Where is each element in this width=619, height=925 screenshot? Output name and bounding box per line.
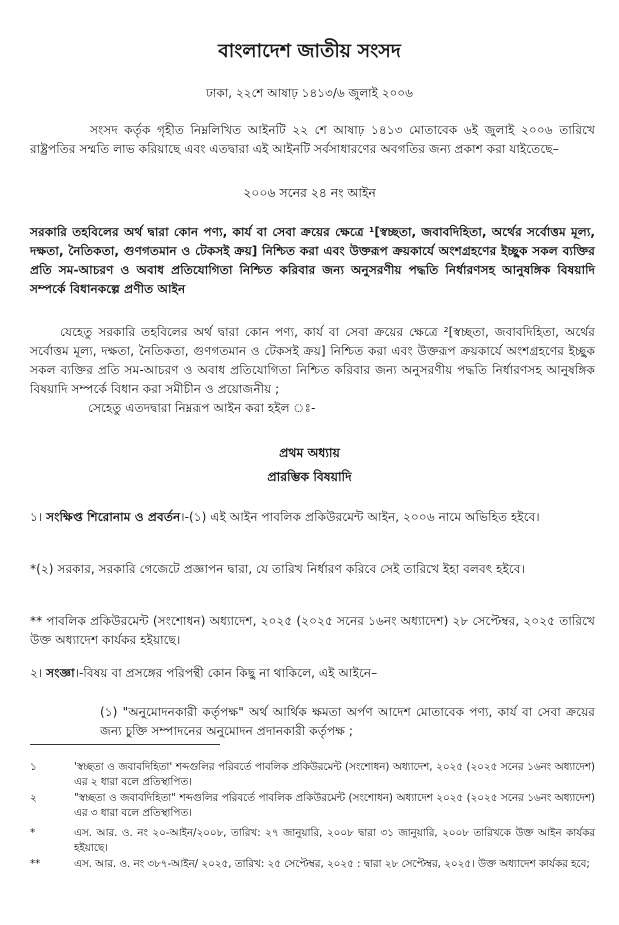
footnote (30, 857, 595, 872)
footnote-text: 'স্বচ্ছতা ও জবাবদিহিতা' শব্দগুলির পরিবর্তে পাবলিক প্রকিউরমেন্ট (সংশোধন) অধ্যাদেশ, ২০২৫ (২০২৫ সনের ১৬নং অধ্যাদেশ) এর ২ ধারা বলে প্রতিস্থাপিত। (74, 761, 595, 788)
section-2-text: ।-বিষয় বা প্রসঙ্গের পরিপন্থী কোন কিছু না থাকিলে, এই আইনে– (74, 666, 378, 680)
section-1 (30, 508, 595, 527)
section-1-number: ১। (30, 510, 43, 524)
enacting-clause: সেহেতু এতদদ্বারা নিম্নরূপ আইন করা হইল ঃ- (88, 401, 316, 415)
footnote (30, 826, 595, 856)
chapter-title: প্রথম অধ্যায় (279, 445, 340, 460)
footnote-mark: ১ (30, 761, 37, 773)
footnote-mark: ** (30, 858, 41, 870)
dateline: ঢাকা, ২২শে আষাঢ় ১৪১৩/৬ জুলাই ২০০৬ (206, 86, 413, 100)
long-title: সরকারি তহবিলের অর্থ দ্বারা কোন পণ্য, কার্য বা সেবা ক্রয়ের ক্ষেত্রে ¹[স্বচ্ছতা, জবাবদিহিতা, অর্থের সর্বোত্তম মূল্য, দক্ষতা, নৈতিকতা, গুণগতমান ও টেকসই ক্রয়] নিশ্চিত করা এবং উক্তরূপ ক্রয়কার্যে অংশগ্রহণের ইচ্ছুক সকল ব্যক্তির প্রতি সম-আচরণ ও অবাধ প্রতিযোগিতা নিশ্চিত করিবার জন্য অনুসরণীয় পদ্ধতি নির্ধারণসহ আনুষঙ্গিক বিষয়াদি সম্পর্কে বিধানকল্পে প্রণীত আইন (30, 225, 595, 296)
footnote-text: "স্বচ্ছতা ও জবাবদিহিতা" শব্দগুলির পরিবর্তে পাবলিক প্রকিউরমেন্ট (সংশোধন) অধ্যাদেশ ২০২৫ (২০২৫ সনের ১৬নং অধ্যাদেশ) এর ৩ ধারা বলে প্রতিস্থাপিত। (74, 792, 595, 819)
section-2-number: ২। (30, 666, 43, 680)
law-number: ২০০৬ সনের ২৪ নং আইন (243, 185, 376, 200)
footnote-text: এস. আর. ও. নং ২০-আইন/২০০৮, তারিখ: ২৭ জানুয়ারি, ২০০৮ দ্বারা ৩১ জানুয়ারি, ২০০৮ তারিখকে উক্ত আইন কার্যকর হইয়াছে। (74, 827, 595, 854)
chapter-subtitle: প্রারম্ভিক বিষয়াদি (267, 469, 352, 484)
intro-paragraph: সংসদ কর্তৃক গৃহীত নিম্নলিখিত আইনটি ২২ শে আষাঢ় ১৪১৩ মোতাবেক ৬ই জুলাই ২০০৬ তারিখে রাষ্ট্রপতির সম্মতি লাভ করিয়াছে এবং এতদ্বারা এই আইনটি সর্বসাধারণের অবগতির জন্য প্রকাশ করা যাইতেছে– (30, 123, 595, 156)
footnote (30, 791, 595, 821)
section-1-heading: সংক্ষিপ্ত শিরোনাম ও প্রবর্তন (46, 510, 181, 524)
preamble: যেহেতু সরকারি তহবিলের অর্থ দ্বারা কোন পণ্য, কার্য বা সেবা ক্রয়ের ক্ষেত্রে ²[স্বচ্ছতা, জবাবদিহিতা, অর্থের সর্বোত্তম মূল্য, দক্ষতা, নৈতিকতা, গুণগতমান ও টেকসই ক্রয়] নিশ্চিত করা এবং উক্তরূপ ক্রয়কার্যে অংশগ্রহণের ইচ্ছুক সকল ব্যক্তির প্রতি সম-আচরণ ও অবাধ প্রতিযোগিতা নিশ্চিত করিবার জন্য অনুসরণীয় পদ্ধতি নির্ধারণসহ আনুষঙ্গিক বিষয়াদি সম্পর্কে বিধান করা সমীচীন ও প্রয়োজনীয় ; (30, 325, 595, 396)
section-2-heading: সংজ্ঞা (46, 666, 75, 680)
definition-1: (১) "অনুমোদনকারী কর্তৃপক্ষ" অর্থ আর্থিক ক্ষমতা অর্পণ আদেশ মোতাবেক পণ্য, কার্য বা সেবা ক্রয়ের জন্য চুক্তি সম্পাদনের অনুমোদন প্রদানকারী কর্তৃপক্ষ ; (100, 705, 595, 738)
section-1-text: ।-(১) এই আইন পাবলিক প্রকিউরমেন্ট আইন, ২০০৬ নামে অভিহিত হইবে। (180, 510, 540, 524)
footnote-mark: * (30, 827, 36, 839)
amendment-note: ** পাবলিক প্রকিউরমেন্ট (সংশোধন) অধ্যাদেশ, ২০২৫ (২০২৫ সনের ১৬নং অধ্যাদেশ) ২৮ সেপ্টেম্বর, ২০২৫ তারিখে উক্ত অধ্যাদেশ কার্যকর হইয়াছে। (30, 614, 595, 647)
section-1-sub-2: *(২) সরকার, সরকারি গেজেটে প্রজ্ঞাপন দ্বারা, যে তারিখ নির্ধারণ করিবে সেই তারিখে ইহা বলবৎ হইবে। (30, 562, 525, 576)
section-2 (30, 664, 595, 683)
page-title: বাংলাদেশ জাতীয় সংসদ (218, 40, 401, 62)
footnote-divider (30, 744, 220, 745)
footnote-text: এস. আর. ও. নং ৩৮৭-আইন/ ২০২৫, তারিখ: ২৫ সেপ্টেম্বর, ২০২৫ : দ্বারা ২৮ সেপ্টেম্বর, ২০২৫। উক্ত অধ্যাদেশ কার্যকর হবে; (74, 858, 590, 870)
footnote-mark: ২ (30, 792, 37, 804)
footnote (30, 760, 595, 790)
